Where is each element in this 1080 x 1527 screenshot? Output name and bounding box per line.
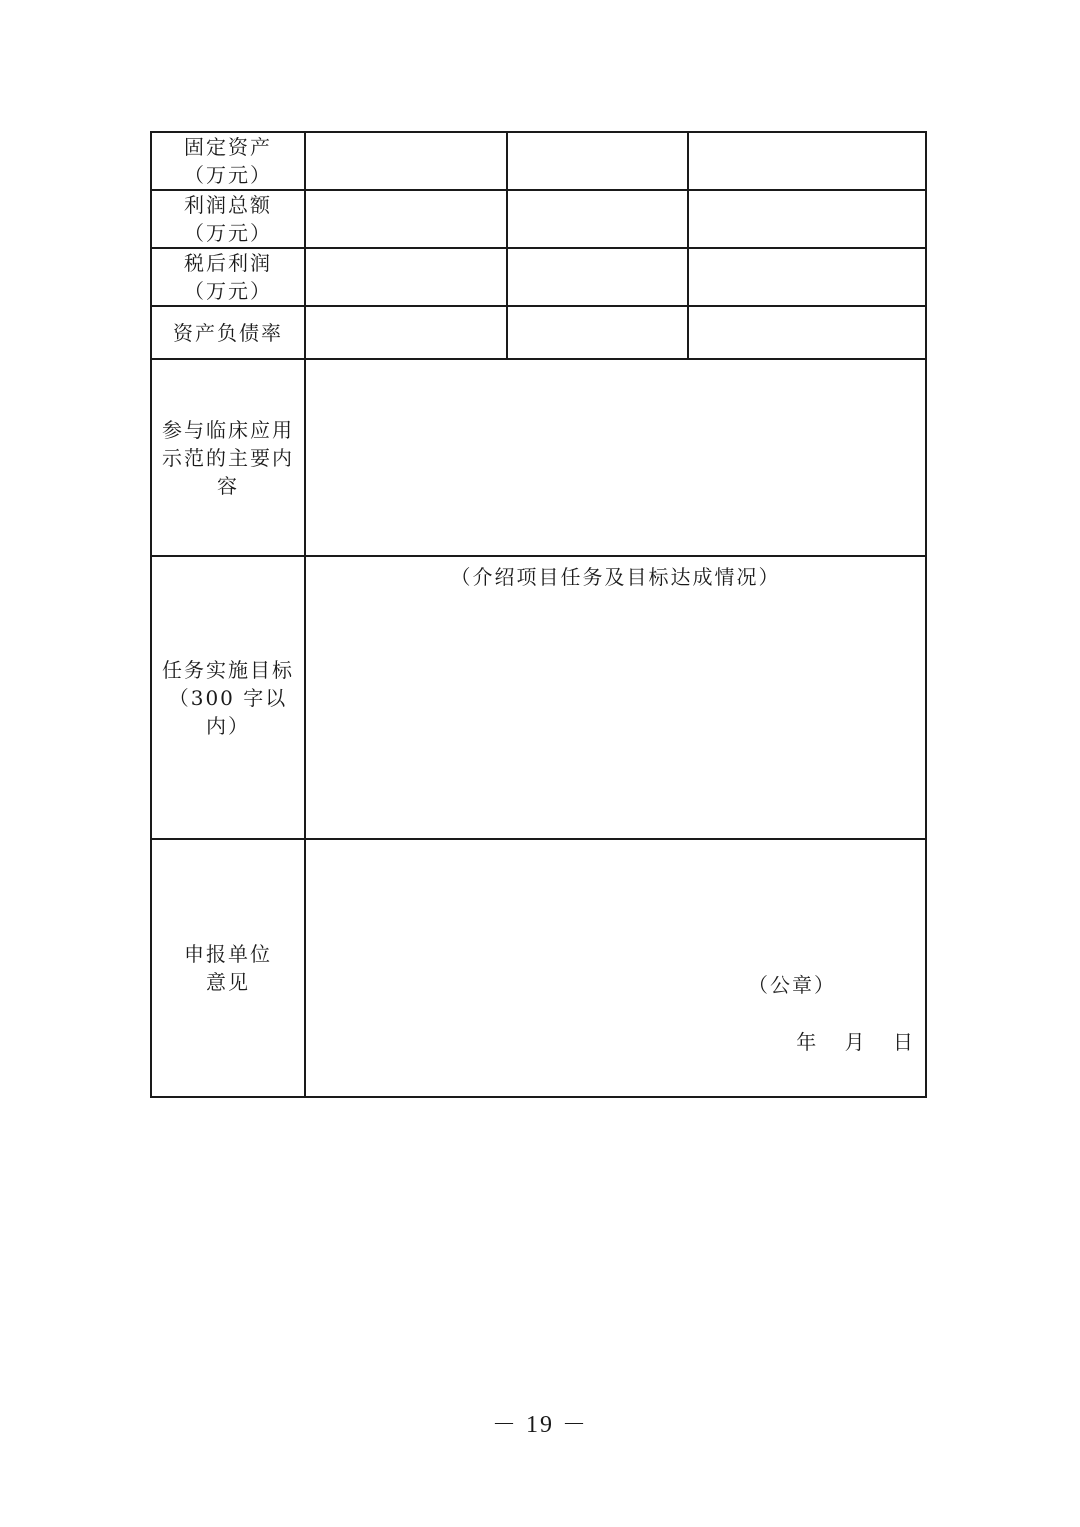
- total-profit-value-1[interactable]: [305, 190, 507, 248]
- clinical-content-label: [151, 359, 305, 556]
- clinical-content-field[interactable]: [305, 359, 926, 556]
- debt-ratio-row: [151, 306, 926, 359]
- fixed-assets-value-3[interactable]: [688, 132, 926, 190]
- clinical-content-label-line3: 容: [217, 473, 239, 498]
- total-profit-label-unit: （万元）: [184, 221, 272, 245]
- date-month: 月: [844, 1030, 865, 1054]
- page-number: － 19 －: [492, 1412, 588, 1438]
- debt-ratio-value-2[interactable]: [507, 306, 688, 359]
- applicant-opinion-field[interactable]: [305, 839, 926, 1097]
- task-target-label-title: 任务实施目标: [162, 657, 294, 682]
- after-tax-profit-label: [151, 248, 305, 306]
- task-target-hint: （介绍项目任务及目标达成情况）: [450, 565, 781, 589]
- fixed-assets-label: [151, 132, 305, 190]
- fixed-assets-row: [151, 132, 926, 190]
- total-profit-row: [151, 190, 926, 248]
- total-profit-label: [151, 190, 305, 248]
- applicant-opinion-row: [151, 839, 926, 1097]
- debt-ratio-value-3[interactable]: [688, 306, 926, 359]
- applicant-opinion-label: [151, 839, 305, 1097]
- debt-ratio-value-1[interactable]: [305, 306, 507, 359]
- after-tax-profit-value-1[interactable]: [305, 248, 507, 306]
- after-tax-profit-value-2[interactable]: [507, 248, 688, 306]
- applicant-opinion-label-line2: 意见: [206, 970, 250, 994]
- total-profit-label-title: 利润总额: [184, 193, 272, 217]
- after-tax-profit-label-unit: （万元）: [184, 279, 272, 303]
- total-profit-value-3[interactable]: [688, 190, 926, 248]
- clinical-content-label-line1: 参与临床应用: [162, 417, 294, 442]
- after-tax-profit-label-title: 税后利润: [184, 251, 272, 275]
- total-profit-value-2[interactable]: [507, 190, 688, 248]
- task-target-row: [151, 556, 926, 839]
- application-form-table: [150, 131, 927, 1098]
- official-seal-text: （公章）: [748, 973, 836, 997]
- signature-date: [796, 1026, 913, 1055]
- applicant-opinion-label-line1: 申报单位: [184, 942, 272, 966]
- task-target-field[interactable]: [305, 556, 926, 839]
- fixed-assets-label-unit: （万元）: [184, 163, 272, 187]
- clinical-content-label-line2: 示范的主要内: [162, 445, 294, 470]
- fixed-assets-value-2[interactable]: [507, 132, 688, 190]
- task-target-label-limit: （300 字以内）: [168, 685, 288, 738]
- debt-ratio-label: 资产负债率: [151, 306, 305, 359]
- fixed-assets-label-title: 固定资产: [184, 135, 272, 159]
- fixed-assets-value-1[interactable]: [305, 132, 507, 190]
- clinical-content-row: [151, 359, 926, 556]
- after-tax-profit-row: [151, 248, 926, 306]
- after-tax-profit-value-3[interactable]: [688, 248, 926, 306]
- date-year: 年: [796, 1030, 817, 1054]
- date-day: 日: [893, 1030, 913, 1054]
- task-target-label: [151, 556, 305, 839]
